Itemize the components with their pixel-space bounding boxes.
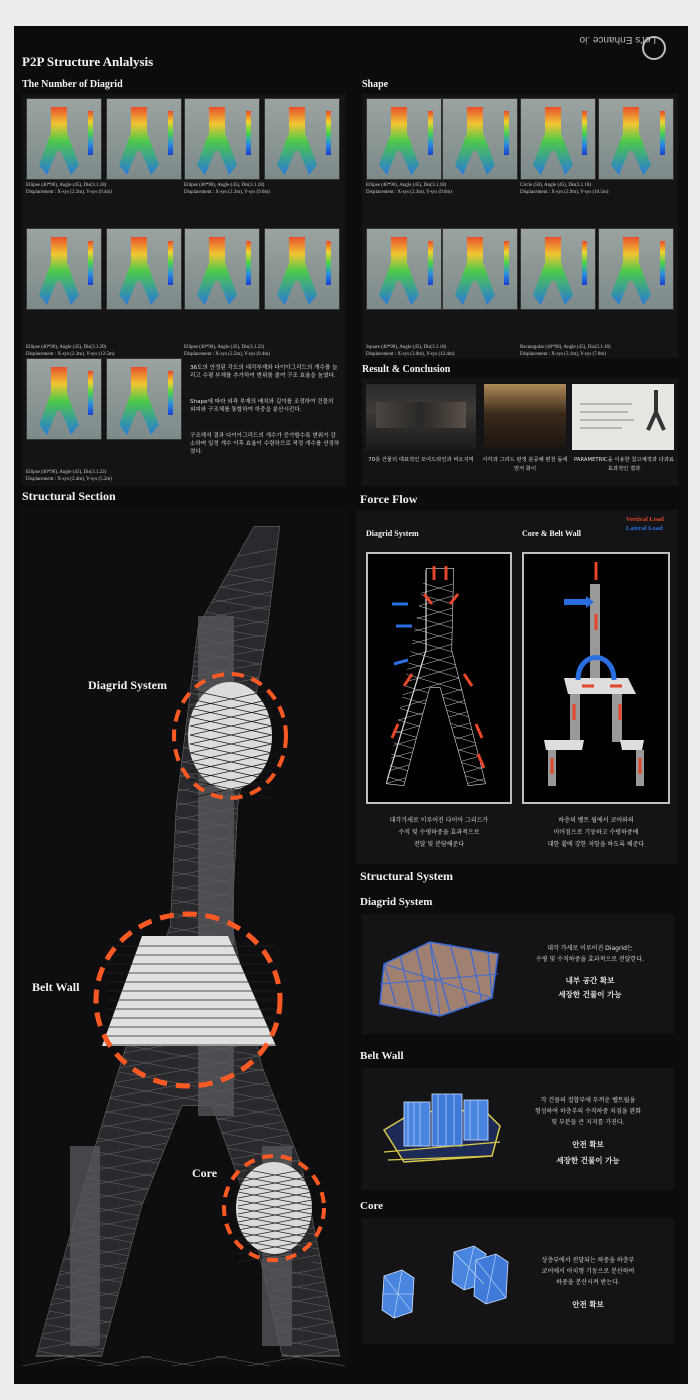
analysis-contour xyxy=(195,235,239,307)
diagrid-caption-4a: Ellipse (40*90), Angle (45), Dis(3.1.22) xyxy=(184,345,265,350)
system-core-desc-1: 상층부에서 전달되는 하중을 하층부 xyxy=(541,1257,635,1264)
legend-color-bar xyxy=(428,241,433,285)
force-flow-right-title: Core & Belt Wall xyxy=(522,529,582,538)
force-left-desc-2: 수직 및 수평하중을 효과적으로 xyxy=(398,829,480,836)
analysis-contour xyxy=(117,235,161,307)
model-photo-detail xyxy=(376,402,466,428)
analysis-contour xyxy=(609,235,653,307)
diagrid-thumb-3 xyxy=(184,98,260,180)
shape-caption-4a: Rectangular (40*90), Angle (45), Dis(3.1.18) xyxy=(520,345,611,350)
system-diagrid-desc-2: 수평 및 수직하중을 효과적으로 전달한다. xyxy=(535,956,645,963)
system-core-desc-3: 하중을 분산시켜 받는다. xyxy=(556,1279,620,1286)
shape-caption-2a: Circle (50), Angle (45), Dis(3.1.18) xyxy=(520,183,592,188)
diagrid-thumb-4 xyxy=(264,98,340,180)
core-highlight xyxy=(236,1162,312,1254)
section-title-shape: Shape xyxy=(362,79,389,90)
result-photo-interior xyxy=(484,384,566,450)
shape-thumb-4 xyxy=(598,98,674,180)
diagrid-caption-4b: Displacement : X-sys (2.5m), Y-sys (9.4m) xyxy=(184,352,270,357)
parametric-sketch xyxy=(572,384,674,450)
core-belt-force-drawing xyxy=(524,554,668,802)
diagrid-caption-1b: Displacement : X-sys (2.3m), Y-sys (9.4m) xyxy=(26,190,112,195)
section-title-structural-section: Structural Section xyxy=(22,489,116,503)
analysis-contour xyxy=(37,365,81,437)
legend-color-bar xyxy=(168,241,173,285)
shape-caption-4b: Displacement : X-sys (3.1m), Y-sys (7.8m) xyxy=(520,352,606,357)
result-photo-parametric xyxy=(572,384,674,450)
analysis-contour xyxy=(453,235,497,307)
shape-thumb-6 xyxy=(442,228,518,310)
analysis-contour xyxy=(275,235,319,307)
result-photo-model xyxy=(366,384,476,450)
diagrid-model-3d xyxy=(370,924,510,1024)
force-left-desc-3: 전달 및 분담해준다 xyxy=(413,841,465,848)
force-right-desc-1: 하층의 벨트 월에서 코어와의 xyxy=(558,817,634,824)
force-right-desc-2: 이어짐으로 기둥하고 수평하중에 xyxy=(553,829,639,836)
system-belt-bold-1: 안전 확보 xyxy=(572,1140,604,1149)
analysis-contour xyxy=(453,105,497,177)
shape-thumb-1 xyxy=(366,98,442,180)
legend-color-bar xyxy=(326,111,331,155)
diagrid-force-drawing xyxy=(368,554,510,802)
shape-thumb-5 xyxy=(366,228,442,310)
shape-caption-1b: Displacement : X-sys (2.3m), Y-sys (9.6m) xyxy=(366,190,452,195)
section-title-structural-system: Structural System xyxy=(360,869,453,883)
analysis-contour xyxy=(117,105,161,177)
shape-thumb-2 xyxy=(442,98,518,180)
diagrid-caption-3b: Displacement : X-sys (2.3m), Y-sys (12.5m) xyxy=(26,352,115,357)
vertical-load-arrow xyxy=(424,594,432,604)
legend-color-bar xyxy=(504,111,509,155)
shape-caption-3b: Displacement : X-sys (3.0m), Y-sys (12.4m) xyxy=(366,352,455,357)
analysis-contour xyxy=(531,235,575,307)
analysis-contour xyxy=(609,105,653,177)
tower-section-drawing xyxy=(22,506,345,1366)
core-shaft xyxy=(590,584,600,680)
system-diagrid-title: Diagrid System xyxy=(360,896,433,908)
diagrid-caption-2a: Ellipse (40*90), Angle (45), Dis(3.1.18) xyxy=(184,183,265,188)
legend-color-bar xyxy=(660,241,665,285)
legend-color-bar xyxy=(246,111,251,155)
label-diagrid-system: Diagrid System xyxy=(88,678,167,692)
shape-caption-1a: Ellipse (40*90), Angle (45), Dis(3.1.18) xyxy=(366,183,447,188)
legend-color-bar xyxy=(246,241,251,285)
logo xyxy=(556,34,666,74)
diagrid-thumb-10 xyxy=(106,358,182,440)
legend-color-bar xyxy=(168,111,173,155)
analysis-contour xyxy=(377,105,421,177)
diagrid-thumb-1 xyxy=(26,98,102,180)
legend-color-bar xyxy=(88,241,93,285)
legend-lateral-load: Lateral Load xyxy=(626,525,663,532)
result-caption-3: PARAMETRIC을 이용한 참고체적과 다과료 효과적인 결과 xyxy=(573,457,675,472)
legend-color-bar xyxy=(88,111,93,155)
system-core-desc-2: 코어에서 아치형 기둥으로 분산하여 xyxy=(541,1268,635,1275)
system-belt-bold-2: 세장한 건물이 가능 xyxy=(556,1156,620,1165)
diagrid-caption-5a: Ellipse (40*90), Angle (45), Dis(3.1.22) xyxy=(26,470,107,475)
shape-thumb-3 xyxy=(520,98,596,180)
right-belt xyxy=(620,740,644,750)
diagrid-thumb-8 xyxy=(264,228,340,310)
section-title-force-flow: Force Flow xyxy=(360,492,418,506)
analysis-contour xyxy=(37,105,81,177)
diagrid-thumb-5 xyxy=(26,228,102,310)
belt-wall-slab xyxy=(564,678,636,694)
diagrid-note-1: 36도의 안정된 각도의 대각부재와 다이아그리드의 개수를 늘리고 수평 부재를 추가하여 변위를 줄여 구조 효율을 높였다. xyxy=(190,365,338,379)
analysis-contour xyxy=(195,105,239,177)
diagrid-mask xyxy=(368,554,510,802)
diagrid-note-2: Shape에 따라 외곽 부재의 배치와 길이를 조정하여 건물의 외피와 구조체를 통합하여 하중을 분산시킨다. xyxy=(190,399,334,413)
force-flow-left-title: Diagrid System xyxy=(366,529,419,538)
legend-color-bar xyxy=(88,371,93,415)
section-title-result: Result & Conclusion xyxy=(362,364,451,375)
core-model-3d xyxy=(378,1236,518,1326)
diagrid-caption-1a: Ellipse (40*90), Angle (45), Dis(3.1.18) xyxy=(26,183,107,188)
legend-color-bar xyxy=(504,241,509,285)
legend-color-bar xyxy=(582,111,587,155)
belt-wall-model-3d xyxy=(374,1082,510,1178)
diagrid-caption-5b: Displacement : X-sys (2.4m), Y-sys (5.2m) xyxy=(26,477,112,482)
label-core: Core xyxy=(192,1166,218,1180)
analysis-contour xyxy=(377,235,421,307)
diagrid-thumb-7 xyxy=(184,228,260,310)
shape-caption-2b: Displacement : X-sys (2.9m), Y-sys (10.5m) xyxy=(520,190,609,195)
shape-thumb-7 xyxy=(520,228,596,310)
result-caption-2: 사각과 그리드 판정 분공해 편천 돌에 먼저 화이 xyxy=(482,457,568,472)
diagrid-note-3: 구조해석 결과 다이아그리드의 개수가 증가할수록 변위가 감소하며 일정 개수 이후 효율이 수렴하므로 적정 개수를 선정하였다. xyxy=(190,433,340,455)
system-core-bold-1: 안전 확보 xyxy=(572,1300,604,1309)
page-title: P2P Structure Anlalysis xyxy=(22,54,154,69)
core-column-left xyxy=(70,1146,100,1346)
diagrid-thumb-9 xyxy=(26,358,102,440)
system-belt-desc-1: 각 건물의 접합부에 두꺼운 벨트월을 xyxy=(540,1097,636,1104)
logo-circle-icon xyxy=(642,36,666,60)
legend-color-bar xyxy=(168,371,173,415)
left-belt xyxy=(544,740,584,750)
legend-color-bar xyxy=(326,241,331,285)
analysis-contour xyxy=(531,105,575,177)
system-diagrid-bold-2: 세장한 건물이 가능 xyxy=(558,990,622,999)
result-caption-1: 70층 건물의 대표적인 모여드라인과 비오지역 xyxy=(368,457,474,463)
force-left-desc-1: 대각가새로 이루어진 다이아 그리드가 xyxy=(389,817,489,824)
section-title-number-of-diagrid: The Number of Diagrid xyxy=(22,79,123,90)
legend-color-bar xyxy=(582,241,587,285)
legend-color-bar xyxy=(428,111,433,155)
diagrid-caption-2b: Displacement : X-sys (2.3m), Y-sys (9.6m) xyxy=(184,190,270,195)
force-diagram-diagrid xyxy=(366,552,512,804)
system-core-title: Core xyxy=(360,1200,384,1212)
legend-color-bar xyxy=(660,111,665,155)
shape-thumb-8 xyxy=(598,228,674,310)
system-belt-desc-3: 및 부분들 큰 지지를 가진다. xyxy=(551,1119,625,1126)
legend-vertical-load: Vertical Load xyxy=(626,516,664,523)
system-belt-title: Belt Wall xyxy=(360,1050,404,1062)
system-diagrid-bold-1: 내부 공간 확보 xyxy=(565,976,615,985)
force-right-desc-3: 대한 휨에 강한 저항을 하도록 해준다 xyxy=(547,841,645,848)
label-belt-wall: Belt Wall xyxy=(32,980,80,994)
diagrid-thumb-6 xyxy=(106,228,182,310)
logo-text: Let's Enhance .io xyxy=(579,34,656,45)
force-diagram-core-belt xyxy=(522,552,670,804)
system-diagrid-desc-1: 대각 가새로 이루어진 Diagrid는 xyxy=(547,945,633,952)
shape-caption-3a: Square (40*90), Angle (45), Dis(3.1.18) xyxy=(366,345,447,350)
analysis-contour xyxy=(37,235,81,307)
analysis-contour xyxy=(117,365,161,437)
diagrid-caption-3a: Ellipse (40*90), Angle (45), Dis(3.1.20) xyxy=(26,345,107,350)
diagrid-thumb-2 xyxy=(106,98,182,180)
analysis-contour xyxy=(275,105,319,177)
system-belt-desc-2: 형성하여 하층부의 수직하중 처짐을 완화 xyxy=(534,1108,642,1115)
